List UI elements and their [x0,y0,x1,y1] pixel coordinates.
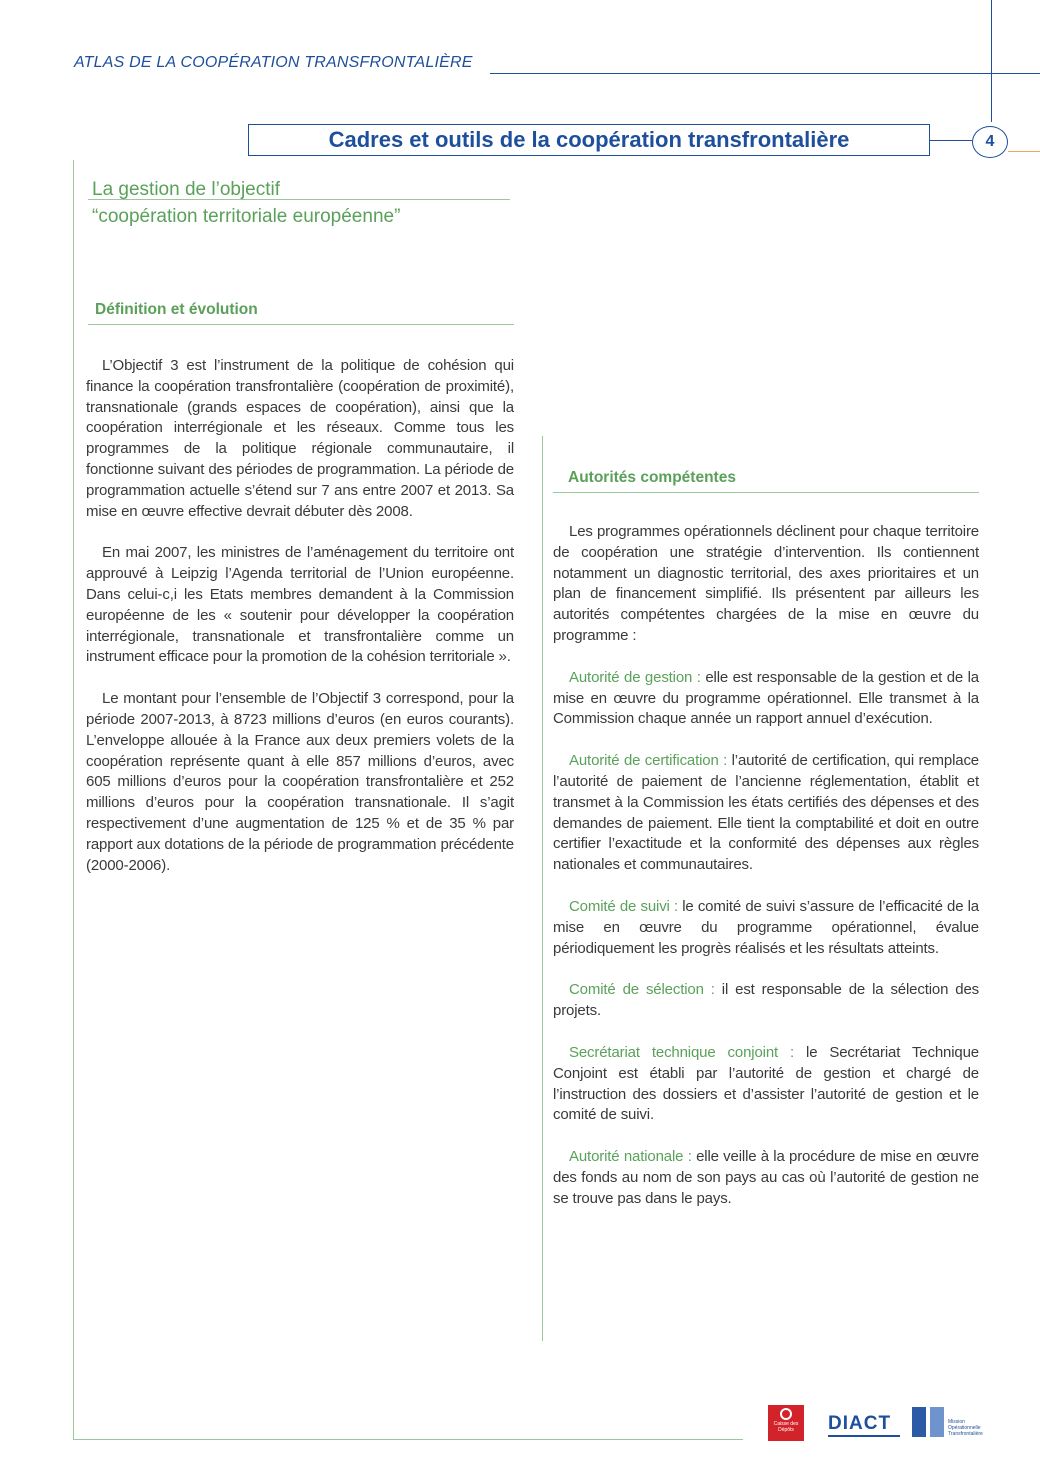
authority-text: elle veille à la procédure de mise en œuvre des fonds au nom de son pays au cas où l’autorité de gestion ne se trouve pas dans le pays. [553,1148,979,1207]
main-heading-line2: “coopération territoriale européenne” [92,206,401,227]
authority-term: Secrétariat technique conjoint : [569,1043,795,1061]
authority-item [553,1147,979,1209]
right-column-body [553,522,979,1231]
paragraph: Le montant pour l’ensemble de l’Objectif 3 correspond, pour la période 2007-2013, à 8723 millions d’euros (en euros courants). L’enveloppe allouée à la France aux deux premiers volets de la coopération représente quant à elle 857 millions d’euros, avec 605 millions d’euros pour la coopération transfrontalière et 252 millions d’euros pour la coopération transnationale. Il s’agit respectivement d’une augmentation de 125 % et de 35 % par rapport aux dotations de la période de programmation précédente (2000-2006). [86,690,514,874]
authority-text: le comité de suivi s’assure de l’efficacité de la mise en œuvre du programme opérationnel, évalue périodiquement les progrès réalisés et les résultats atteints. [553,897,979,957]
section-title-box [248,124,930,156]
main-heading-rule [88,199,510,200]
authority-term: Comité de suivi : [569,897,678,915]
atlas-title: ATLAS DE LA COOPÉRATION TRANSFRONTALIÈRE [74,54,473,71]
main-heading [92,176,400,230]
diact-logo-underline [828,1435,900,1437]
authority-text: elle est responsable de la gestion et de la mise en œuvre du programme opérationnel. Elle transmet à la Commission chaque année un rapport annuel d’exécution. [553,668,979,728]
header-vertical-rule [991,0,992,122]
authority-text: il est responsable de la sélection des projets. [553,981,980,1020]
authority-item [553,751,979,876]
header-rule [490,73,1040,74]
subheading-definition: Définition et évolution [95,301,258,318]
paragraph: L’Objectif 3 est l’instrument de la politique de cohésion qui finance la coopération transfrontalière (coopération de proximité), transnationale (grands espaces de coopération), ainsi que la coopération interrégionale et les réseaux. Comme tous les programmes de la politique régionale communautaire, il fonctionne suivant des périodes de programmation. La période de programmation actuelle s’étend sur 7 ans entre 2007 et 2013. Sa mise en œuvre effective devrait débuter dès 2008. [86,357,514,520]
subheading-definition-rule [88,324,514,325]
authority-item [553,1043,979,1126]
chapter-badge-tail [1008,151,1040,152]
authority-item [553,980,979,1022]
authority-item [553,668,979,730]
column-divider-rule [542,436,543,1341]
chapter-number-badge: 4 [972,126,1008,158]
diact-logo: DIACT [828,1413,892,1434]
box-connector-rule [930,140,972,141]
subheading-authorities: Autorités compétentes [568,469,736,486]
authority-term: Autorité de certification : [569,752,728,770]
section-title: Cadres et outils de la coopération transfrontalière [328,127,850,152]
main-heading-line1: La gestion de l’objectif [92,179,281,200]
authority-term: Comité de sélection : [569,981,715,999]
authority-text: l’autorité de certification, qui remplace l’autorité de paiement de l’ancienne réglementation, établit et transmet à la Commission les états certifiés des dépenses et des demandes de paiement. Elle tient la comptabilité et doit en outre certifier l’exactitude et la conformité des dépenses aux règles nationales et communautaires. [553,752,979,874]
authority-term: Autorité nationale : [569,1148,692,1166]
mot-logo-text: Mission Opérationnelle Transfrontalière [948,1419,983,1437]
left-column-body [86,356,514,897]
mot-logo-mark-right [930,1407,944,1437]
bottom-rule [73,1439,743,1440]
authority-term: Autorité de gestion : [569,668,701,686]
authority-text: le Secrétariat Technique Conjoint est établi par l’autorité de gestion et chargé de l’instruction des dossiers et d’assister l’autorité de gestion et le comité de suivi. [553,1043,979,1124]
caisse-des-depots-logo-text: Caisse des Dépôts [773,1421,799,1433]
paragraph: En mai 2007, les ministres de l’aménagement du territoire ont approuvé à Leipzig l’Agenda territorial de l’Union européenne. Dans celui-c,i les Etats membres demandent à la Commission européenne de les « soutenir pour développer la coopération interrégionale, transnationale et transfrontalière comme un instrument efficace pour la promotion de la cohésion territoriale ». [86,544,514,666]
intro-paragraph: Les programmes opérationnels déclinent pour chaque territoire de coopération une stratégie d’intervention. Ils contiennent notamment un diagnostic territorial, des axes prioritaires et un plan de financement simplifié. Ils présentent par ailleurs les autorités compétentes chargées de la mise en œuvre du programme : [553,523,979,644]
subheading-authorities-rule [553,492,979,493]
mot-logo-mark-left [912,1407,926,1437]
caisse-des-depots-emblem-icon [780,1408,792,1420]
authority-item [553,897,979,959]
left-margin-rule [73,160,74,1440]
